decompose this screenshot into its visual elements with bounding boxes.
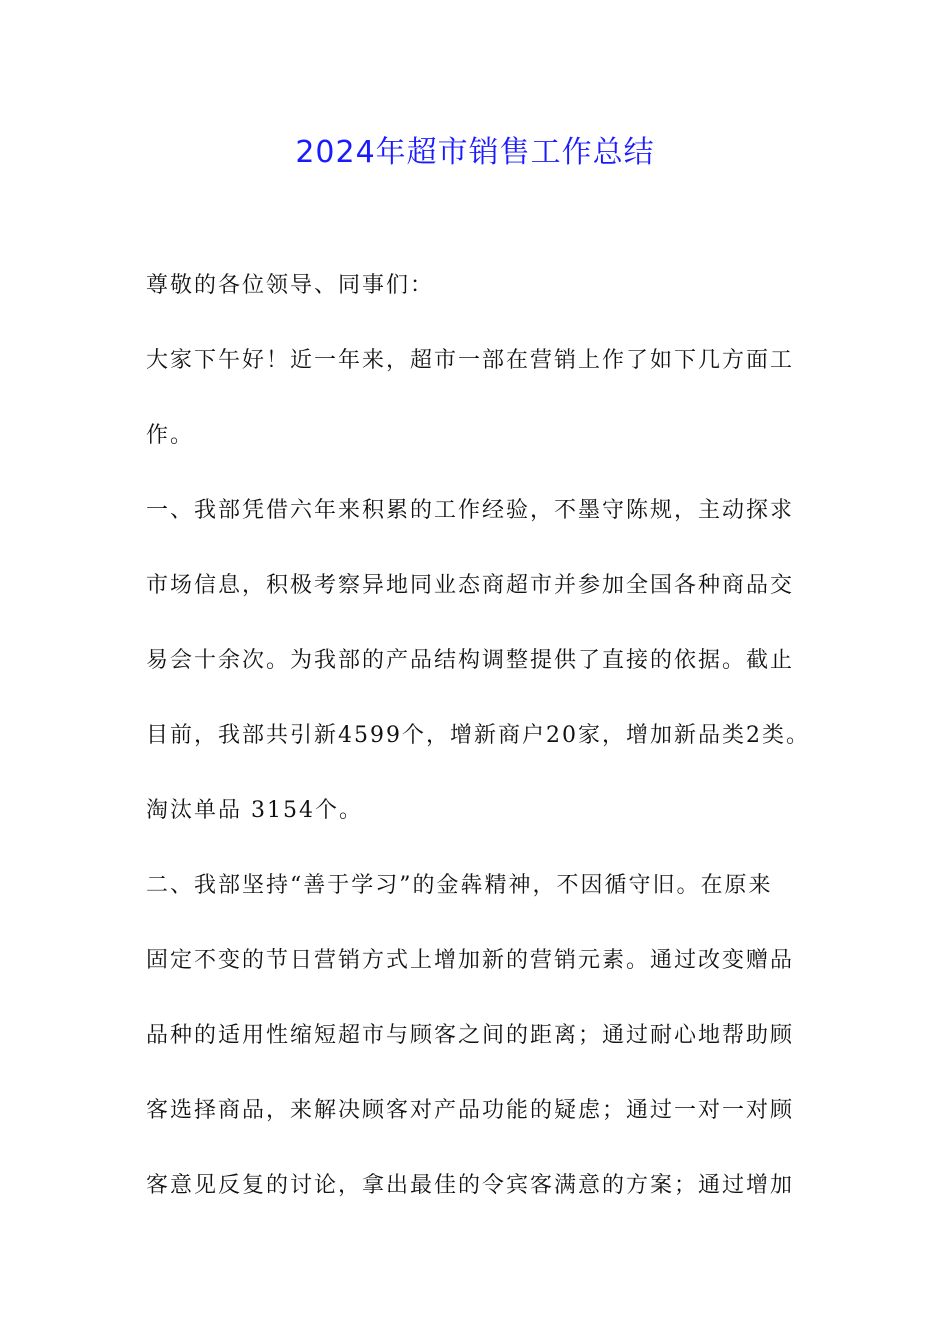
paragraph-line: 固定不变的节日营销方式上增加新的营销元素。通过改变赠品 (146, 948, 795, 973)
document-title: 2024年超市销售工作总结 (295, 135, 655, 170)
paragraph-line: 客意见反复的讨论，拿出最佳的令宾客满意的方案；通过增加 (146, 1173, 795, 1198)
paragraph-line: 二、我部坚持“善于学习”的金犇精神，不因循守旧。在原来 (146, 873, 773, 898)
paragraph-line: 作。 (146, 423, 195, 448)
paragraph-line: 目前，我部共引新4599个，增新商户20家，增加新品类2类。 (146, 723, 810, 748)
paragraph-line: 一、我部凭借六年来积累的工作经验，不墨守陈规，主动探求 (146, 498, 795, 523)
paragraph-line: 客选择商品，来解决顾客对产品功能的疑虑；通过一对一对顾 (146, 1098, 795, 1123)
paragraph-line: 品种的适用性缩短超市与顾客之间的距离；通过耐心地帮助顾 (146, 1023, 795, 1048)
salutation-line: 尊敬的各位领导、同事们： (146, 273, 435, 298)
paragraph-line: 易会十余次。为我部的产品结构调整提供了直接的依据。截止 (146, 648, 795, 673)
paragraph-line: 淘汰单品 3154个。 (146, 798, 363, 823)
paragraph-line: 大家下午好！近一年来，超市一部在营销上作了如下几方面工 (146, 348, 795, 373)
paragraph-line: 市场信息，积极考察异地同业态商超市并参加全国各种商品交 (146, 573, 795, 598)
